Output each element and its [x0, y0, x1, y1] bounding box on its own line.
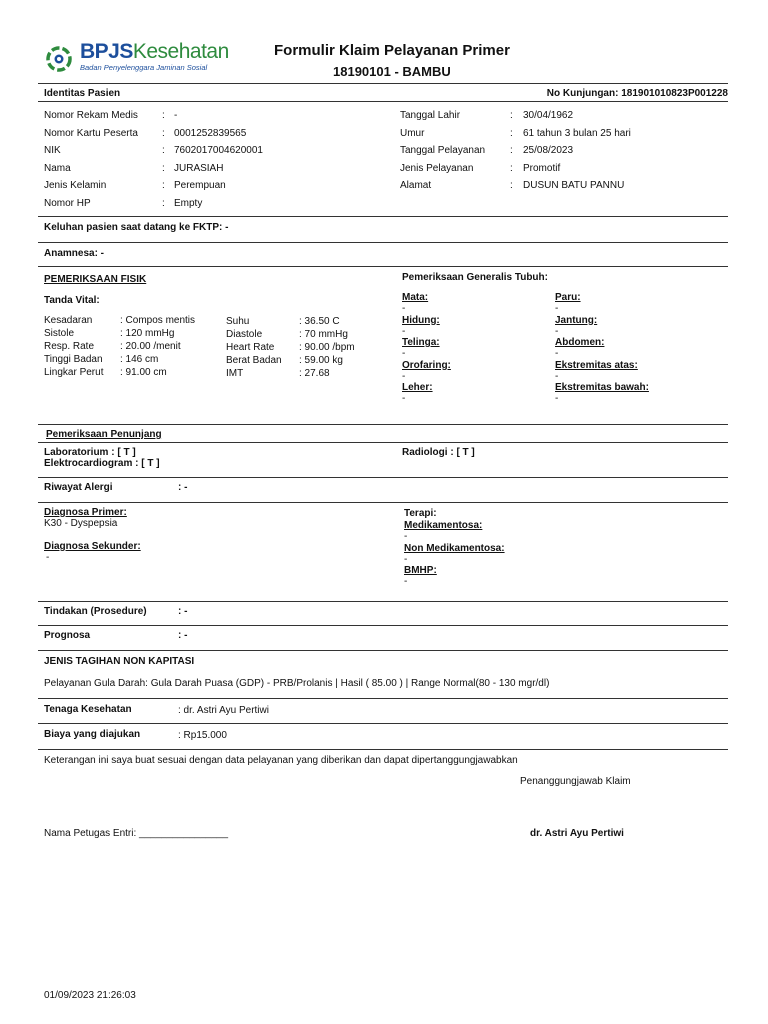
field-value: Perempuan [174, 180, 226, 191]
generalis-value: - [402, 370, 406, 382]
field-value: 61 tahun 3 bulan 25 hari [523, 127, 631, 139]
field-colon: : [162, 127, 165, 139]
field-label: Tanggal Pelayanan [400, 145, 486, 156]
generalis-value: - [402, 325, 406, 337]
field-label: Nama [44, 162, 71, 174]
vital-label: IMT [226, 368, 244, 379]
vital-label: Resp. Rate [44, 341, 95, 352]
no-kunjungan: No Kunjungan: 181901010823P001228 [546, 88, 728, 99]
elektrocardiogram: Elektrocardiogram : [ T ] [44, 458, 160, 469]
biaya-value: : Rp15.000 [178, 730, 227, 741]
diagnosa-sekunder-label: Diagnosa Sekunder: [44, 541, 141, 552]
field-label: Nomor HP [44, 197, 91, 209]
vital-value: : 27.68 [299, 368, 330, 379]
field-value: 25/08/2023 [523, 145, 574, 156]
tagihan-detail: Pelayanan Gula Darah: Gula Darah Puasa (GDP) - PRB/Prolanis | Hasil ( 85.00 ) | Range Normal(80 - 130 mgr/dl) [44, 678, 550, 689]
vital-value: : 59.00 kg [299, 355, 343, 366]
bpjs-emblem-icon [46, 42, 72, 76]
generalis-label: Abdomen: [555, 337, 605, 348]
alergi-label: Riwayat Alergi [44, 482, 113, 493]
generalis-label: Orofaring: [402, 359, 451, 371]
terapi-label: Terapi: [404, 508, 437, 519]
anamnesa: Anamnesa: - [44, 248, 105, 259]
biaya-label: Biaya yang diajukan [44, 729, 141, 740]
medikamentosa-value: - [404, 531, 408, 542]
generalis-label: Mata: [402, 292, 429, 303]
vital-value: : 146 cm [120, 354, 159, 365]
tindakan-value: : - [178, 606, 188, 617]
field-colon: : [510, 145, 513, 156]
field-value: JURASIAH [174, 162, 224, 174]
field-label: Jenis Kelamin [44, 180, 107, 191]
bmhp-label: BMHP: [404, 565, 437, 576]
generalis-title: Pemeriksaan Generalis Tubuh: [402, 272, 548, 283]
generalis-value: - [555, 303, 559, 314]
tenaga-label: Tenaga Kesehatan [44, 704, 132, 715]
medikamentosa-label: Medikamentosa: [404, 520, 483, 531]
penanggungjawab: Penanggungjawab Klaim [520, 776, 631, 787]
generalis-label: Jantung: [555, 314, 598, 326]
fisik-title: PEMERIKSAAN FISIK [44, 274, 147, 285]
nama-petugas-entri: Nama Petugas Entri: ________________ [44, 828, 229, 839]
field-colon: : [510, 162, 513, 174]
vital-label: Tinggi Badan [44, 354, 103, 365]
field-colon: : [510, 110, 513, 121]
field-value: 30/04/1962 [523, 110, 574, 121]
generalis-label: Ekstremitas bawah: [555, 382, 649, 393]
logo-brand2: Kesehatan [132, 40, 229, 63]
field-label: Tanggal Lahir [400, 110, 461, 121]
vital-value: : Compos mentis [120, 315, 196, 326]
non-medikamentosa-label: Non Medikamentosa: [404, 543, 505, 554]
generalis-value: - [555, 370, 559, 382]
diagnosa-primer-label: Diagnosa Primer: [44, 507, 127, 518]
vital-label: Heart Rate [226, 342, 275, 353]
field-value: - [174, 110, 178, 121]
vital-value: : 70 mmHg [299, 329, 348, 340]
generalis-label: Ekstremitas atas: [555, 359, 638, 371]
vital-label: Lingkar Perut [44, 367, 104, 378]
vital-label: Diastole [226, 329, 263, 340]
generalis-value: - [402, 393, 406, 404]
non-medikamentosa-value: - [404, 554, 408, 565]
field-label: Nomor Kartu Peserta [44, 127, 138, 139]
vital-value: : 120 mmHg [120, 328, 175, 339]
field-value: Promotif [523, 162, 561, 174]
identitas-label: Identitas Pasien [44, 88, 121, 99]
prognosa-label: Prognosa [44, 630, 91, 641]
field-colon: : [162, 145, 165, 156]
prognosa-value: : - [178, 630, 188, 641]
keluhan: Keluhan pasien saat datang ke FKTP: - [44, 222, 229, 233]
vital-value: : 20.00 /menit [120, 341, 181, 352]
diagnosa-sekunder-value: - [46, 552, 50, 563]
form-subtitle: 18190101 - BAMBU [333, 64, 451, 79]
form-title: Formulir Klaim Pelayanan Primer [274, 42, 510, 59]
field-label: Nomor Rekam Medis [44, 110, 138, 121]
print-timestamp: 01/09/2023 21:26:03 [44, 990, 136, 1001]
keterangan: Keterangan ini saya buat sesuai dengan data pelayanan yang diberikan dan dapat dipertanggungjawabkan [44, 755, 518, 766]
diagnosa-primer-value: K30 - Dyspepsia [44, 518, 118, 529]
field-value: 7602017004620001 [174, 145, 263, 156]
generalis-value: - [555, 325, 559, 337]
laboratorium: Laboratorium : [ T ] [44, 447, 136, 458]
logo-tagline: Badan Penyelenggara Jaminan Sosial [80, 63, 208, 72]
vital-label: Kesadaran [44, 315, 93, 326]
generalis-value: - [555, 393, 559, 404]
field-colon: : [510, 127, 513, 139]
field-label: Alamat [400, 180, 432, 191]
alergi-value: : - [178, 482, 188, 493]
tagihan-title: JENIS TAGIHAN NON KAPITASI [44, 656, 195, 667]
generalis-label: Hidung: [402, 314, 440, 326]
field-label: Umur [400, 127, 425, 139]
generalis-value: - [402, 303, 406, 314]
generalis-value: - [402, 348, 406, 359]
dokter-signature-name: dr. Astri Ayu Pertiwi [530, 828, 624, 839]
tindakan-label: Tindakan (Prosedure) [44, 606, 147, 617]
vital-label: Berat Badan [226, 355, 282, 366]
field-value: 0001252839565 [174, 127, 247, 139]
field-colon: : [162, 180, 165, 191]
vital-value: : 36.50 C [299, 316, 340, 327]
field-value: DUSUN BATU PANNU [523, 180, 625, 191]
tanda-vital-label: Tanda Vital: [44, 295, 100, 306]
generalis-value: - [555, 348, 559, 359]
field-colon: : [162, 197, 165, 209]
bpjs-logo [46, 40, 229, 80]
field-label: Jenis Pelayanan [400, 162, 474, 174]
logo-brand: BPJS [80, 40, 133, 63]
field-colon: : [162, 110, 165, 121]
vital-value: : 90.00 /bpm [299, 342, 355, 353]
generalis-label: Telinga: [402, 337, 440, 348]
field-value: Empty [174, 197, 203, 209]
generalis-label: Leher: [402, 382, 433, 393]
field-label: NIK [44, 145, 61, 156]
field-colon: : [162, 162, 165, 174]
bmhp-value: - [404, 576, 408, 587]
radiologi: Radiologi : [ T ] [402, 447, 475, 458]
vital-label: Sistole [44, 328, 75, 339]
generalis-label: Paru: [555, 292, 581, 303]
vital-label: Suhu [226, 316, 250, 327]
penunjang-title: Pemeriksaan Penunjang [46, 429, 162, 440]
vital-value: : 91.00 cm [120, 367, 167, 378]
field-colon: : [510, 180, 513, 191]
tenaga-value: : dr. Astri Ayu Pertiwi [178, 705, 269, 716]
